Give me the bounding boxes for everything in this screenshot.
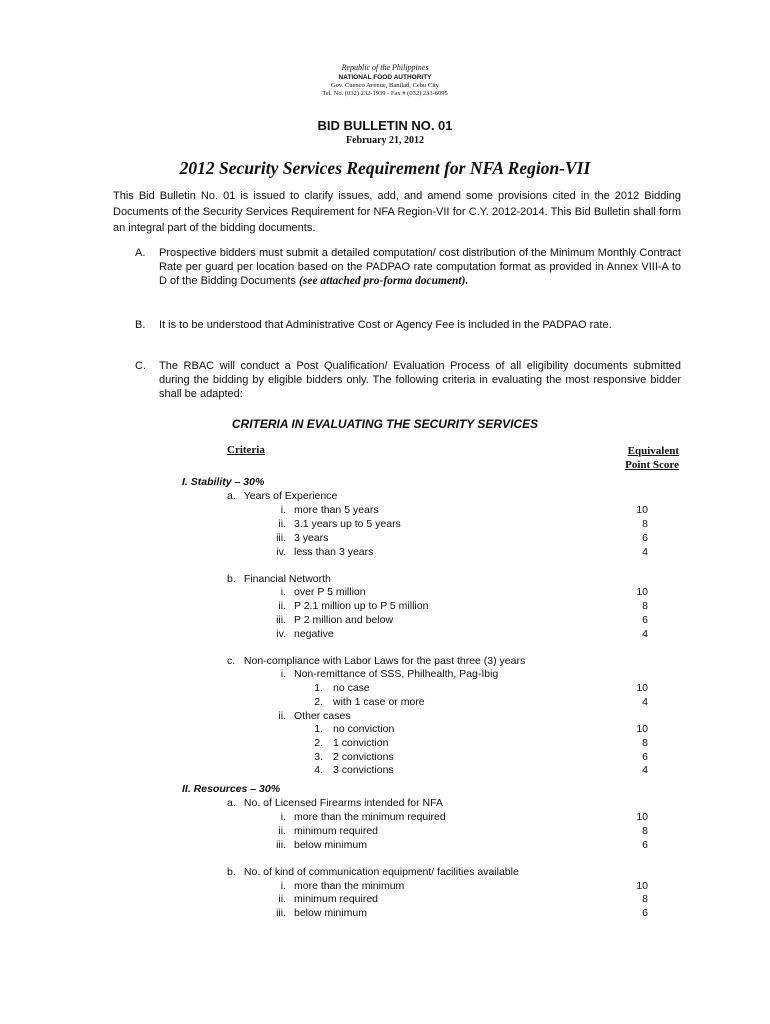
option-label: more than 5 years [294,504,379,516]
option-label: below minimum [294,839,367,851]
option-row [260,518,401,531]
option-number: i. [280,586,286,598]
subcriterion-number: ii. [278,710,286,722]
criterion-label: No. of kind of communication equipment/ facilities available [243,866,519,878]
criterion-financial-networth [227,573,331,586]
score-header-line2: Point Score [625,459,679,471]
criterion-label: Non-compliance with Labor Laws for the past three (3) years [243,655,526,667]
provision-b [113,318,681,332]
provision-letter: C. [135,360,146,372]
option-number: 2. [314,696,323,708]
criterion-label: Financial Networth [243,573,331,585]
option-label: P 2.1 million up to P 5 million [294,600,429,612]
header-tel: Tel. No. (032) 232-1939 - Fax # (032) 233-6095 [322,90,448,97]
option-score: 8 [642,893,648,905]
option-number: iii. [276,532,286,544]
option-label: more than the minimum required [294,811,446,823]
option-number: iv. [276,546,286,558]
option-number: i. [280,880,286,892]
option-label: more than the minimum [294,880,405,892]
option-row [260,614,393,627]
option-score: 10 [636,504,648,516]
subcriterion-other-cases [260,710,351,723]
option-label: below minimum [294,907,367,919]
option-row [305,682,370,695]
option-number: i. [280,504,286,516]
option-row [260,532,328,545]
option-row [260,504,379,517]
option-number: 1. [314,682,323,694]
option-number: 4. [314,764,323,776]
provision-letter: A. [135,247,146,259]
criterion-number: a. [227,490,236,502]
option-number: iv. [276,628,286,640]
document-title: 2012 Security Services Requirement for NFA Region-VII [179,158,591,178]
option-row [260,628,334,641]
option-score: 6 [642,751,648,763]
header-republic: Republic of the Philippines [341,63,429,72]
option-number: iii. [276,614,286,626]
criterion-number: b. [227,866,236,878]
option-row [260,600,428,613]
option-score: 4 [642,764,648,776]
header-address: Gov. Cuenco Avenue, Banilad, Cebu City [330,82,440,89]
option-score: 6 [642,614,648,626]
option-label: 3 convictions [333,764,394,776]
provision-text: Prospective bidders must submit a detailed computation/ cost distribution of the Minimum Monthly Contract Rate per guard per location based on the PADPAO rate computation format as provided in Annex VIII-A to D of the Bidding Documents [159,247,681,287]
option-row [305,751,394,764]
option-score: 6 [642,839,648,851]
option-label: 2 convictions [333,751,394,763]
subcriterion-number: i. [280,668,286,680]
criterion-number: b. [227,573,236,585]
provision-emphasis: (see attached pro-forma document). [299,275,469,287]
option-number: ii. [278,893,286,905]
option-score: 4 [642,696,648,708]
option-label: with 1 case or more [333,696,425,708]
criterion-years-experience [227,490,337,503]
option-label: minimum required [294,825,379,837]
criterion-number: c. [227,655,236,667]
score-header-line1: Equivalent [627,445,679,457]
subcriterion-non-remittance [260,668,498,681]
option-score: 4 [642,628,648,640]
option-label: negative [294,628,334,640]
criteria-title: CRITERIA IN EVALUATING THE SECURITY SERVICES [231,417,539,431]
option-label: over P 5 million [294,586,366,598]
option-number: i. [280,811,286,823]
option-number: 2. [314,737,323,749]
provision-a [113,246,681,288]
option-score: 6 [642,532,648,544]
option-row [305,764,394,777]
option-number: ii. [278,518,286,530]
option-score: 10 [636,723,648,735]
option-score: 10 [636,586,648,598]
subcriterion-label: Other cases [294,710,351,722]
option-row [260,546,373,559]
option-score: 8 [642,737,648,749]
option-number: iii. [276,839,286,851]
score-column-header [625,444,679,472]
provision-text: The RBAC will conduct a Post Qualification/ Evaluation Process of all eligibility documents submitted during the bidding by eligible bidders only. The following criteria in evaluating the most responsive bidder shall be adapted: [159,360,681,400]
criteria-column-header: Criteria [227,444,265,456]
option-label: P 2 million and below [294,614,394,626]
option-row [260,907,367,920]
option-score: 8 [642,825,648,837]
criterion-label: No. of Licensed Firearms intended for NFA [243,797,443,809]
option-score: 10 [636,880,648,892]
option-row [305,723,394,736]
option-number: 1. [314,723,323,735]
criterion-firearms [227,797,443,810]
criterion-label: Years of Experience [243,490,338,502]
option-row [260,586,366,599]
option-row [305,737,388,750]
provision-c [113,359,681,401]
option-label: less than 3 years [294,546,374,558]
option-row [260,825,378,838]
section-resources: II. Resources – 30% [182,783,281,795]
criterion-number: a. [227,797,236,809]
option-label: no conviction [333,723,395,735]
bulletin-date: February 21, 2012 [345,135,425,146]
criterion-labor-laws [227,655,525,668]
option-number: iii. [276,907,286,919]
option-label: 3.1 years up to 5 years [294,518,401,530]
option-row [260,839,367,852]
provision-letter: B. [135,319,146,331]
option-label: minimum required [294,893,379,905]
option-row [260,880,404,893]
subcriterion-label: Non-remittance of SSS, Philhealth, Pag-Ibig [294,668,499,680]
option-score: 4 [642,546,648,558]
criterion-communication-equipment [227,866,519,879]
option-score: 10 [636,811,648,823]
section-stability: I. Stability – 30% [182,476,265,488]
option-number: ii. [278,825,286,837]
header-agency: NATIONAL FOOD AUTHORITY [338,74,432,81]
option-number: ii. [278,600,286,612]
option-number: 3. [314,751,323,763]
option-score: 10 [636,682,648,694]
bulletin-number: BID BULLETIN NO. 01 [317,118,453,133]
option-score: 8 [642,600,648,612]
option-score: 8 [642,518,648,530]
option-row [305,696,425,709]
option-row [260,811,446,824]
provision-body [159,246,681,288]
option-label: no case [333,682,370,694]
provision-text: It is to be understood that Administrative Cost or Agency Fee is included in the PADPAO rate. [159,319,612,331]
intro-paragraph: This Bid Bulletin No. 01 is issued to clarify issues, add, and amend some provisions cited in the 2012 Bidding Documents of the Security Services Requirement for NFA Region-VII for C.Y. 2012-2014. This Bid Bulletin shall form an integral part of the bidding documents. [113,190,681,234]
option-label: 3 years [294,532,329,544]
option-row [260,893,378,906]
option-label: 1 conviction [333,737,389,749]
option-score: 6 [642,907,648,919]
